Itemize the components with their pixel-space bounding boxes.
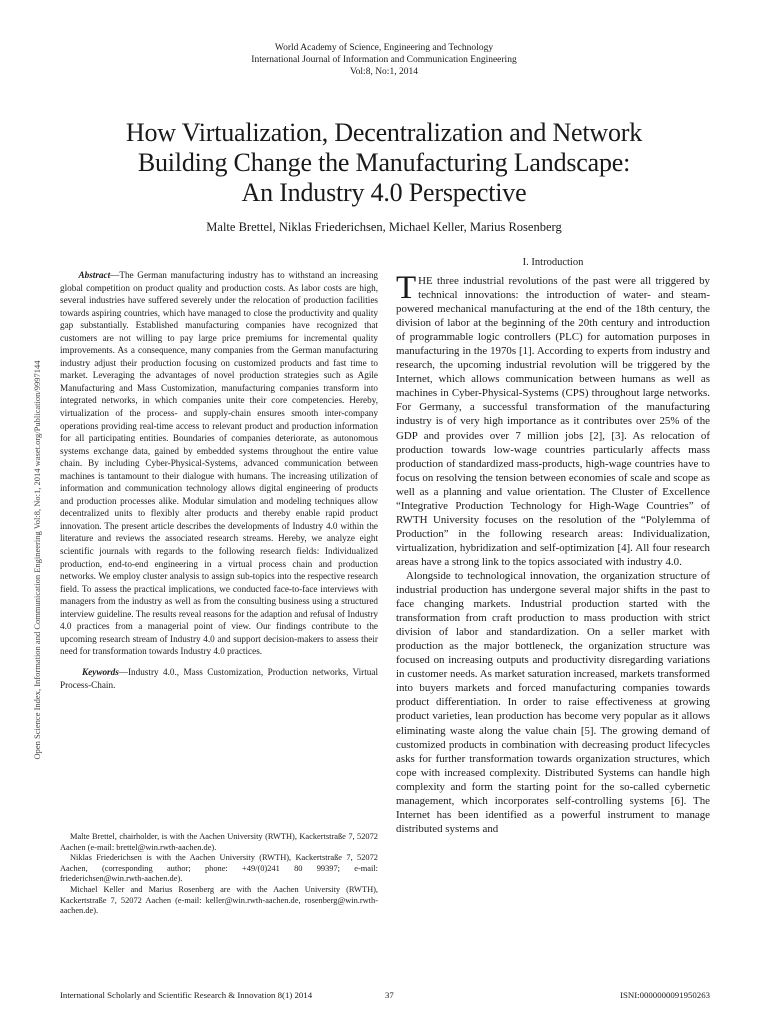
drop-cap: T [396, 270, 417, 306]
author-footnotes [60, 832, 378, 917]
footer-publisher: International Scholarly and Scientific Research & Innovation 8(1) 2014 [60, 990, 313, 1000]
title-line-3: An Industry 4.0 Perspective [241, 178, 527, 207]
footnote-item: Malte Brettel, chairholder, is with the Aachen University (RWTH), Kackertstraße 7, 52072 Aachen (e-mail: brettel@win.rwth-aachen.de). [60, 832, 378, 852]
footer-page-number: 37 [385, 990, 394, 1000]
title-line-1: How Virtualization, Decentralization and Network [125, 118, 643, 147]
right-column [396, 270, 710, 836]
keywords-dash: — [118, 666, 128, 677]
keywords-text: Industry 4.0., Mass Customization, Production networks, Virtual Process-Chain. [60, 666, 378, 690]
journal-header-line-2: International Journal of Information and Communication Engineering [251, 55, 517, 65]
section-heading-text: I. Introduction [522, 257, 584, 268]
footer-isni: ISNI:0000000091950263 [620, 990, 710, 1000]
keywords-paragraph [60, 666, 378, 691]
intro-paragraph-2: Alongside to technological innovation, the organization structure of industrial production has undergone several major shifts in the past to face changing markets. Industrial production started with the transformation from craft production to mass production with strict division of labor and standardization. On a seller market with production as the major bottleneck, the organization structure was focused on increasing outputs and productivity disregarding variations in customer needs. As market saturation increased, markets transformed into buyers markets and forced manufacturing companies towards product differentiation. In order to raise effectiveness at growing product varieties, lean production has become very popular as it allows eliminating waste along the value chain [5]. The growing demand of customized products in combination with decreasing product lifecycles asks for further transformation towards organization structures, which cope with increased complexity. Distributed Systems can handle high complexity and form the starting point for the so-called cybernetic management, which incorporates self-controlling systems [6]. The Internet has been identified as a powerful instrument to manage distributed systems and [396, 569, 710, 835]
abstract-text: The German manufacturing industry has to withstand an increasing global competition on product quality and production costs. As labor costs are high, several industries have suffered severely under the relocation of production facilities towards aspiring countries, which have managed to close the productivity and quality gap substantially. Established manufacturing companies have recognized that customers are not willing to pay large price premiums for incremental quality improvements. As a consequence, many companies from the German manufacturing industry adjust their production focusing on customized products and fast time to market. Leveraging the advantages of novel production strategies such as Agile Manufacturing and Mass Customization, manufacturing companies transform into integrated networks, in which companies unite their core competencies. Hereby, virtualization of the process- and supply-chain ensures smooth inter-company operations providing real-time access to relevant product and production information for all participating entities. Boundaries of companies deteriorate, as autonomous systems exchange data, gained by embedded systems throughout the entire value chain. By including Cyber-Physical-Systems, advanced communication between machines is tantamount to their dialogue with humans. The increasing utilization of information and communication technology allows digital engineering of products and production processes alike. Modular simulation and modeling techniques allow decentralized units to flexibly alter products and thereby enable rapid product innovation. The present article describes the developments of Industry 4.0 within the literature and reviews the associated research streams. Hereby, we analyze eight scientific journals with regards to the following research fields: Individualized production, end-to-end engineering in a virtual process chain and production networks. We employ cluster analysis to assign sub-topics into the respective research field. To assess the practical implications, we conducted face-to-face interviews with managers from the industry as well as from the consulting business using a structured interview guideline. The results reveal reasons for the adaption and refusal of Industry 4.0 practices from a managerial point of view. Our findings contribute to the upcoming research stream of Industry 4.0 and support decision-makers to assess their need for transformation towards Industry 4.0 practices. [60, 270, 379, 657]
journal-header [0, 42, 768, 78]
author-list: Malte Brettel, Niklas Friederichsen, Michael Keller, Marius Rosenberg [206, 220, 562, 234]
keywords-label: Keywords [82, 666, 119, 677]
intro-paragraph-1-text: HE three industrial revolutions of the past were all triggered by technical innovations: the introduction of water- and steam-powered mechanical manufacturing at the end of the 18th century, the division of labor at the beginning of the 20th century and introduction of programmable logic controllers (PLC) for automation purposes in manufacturing in the 1970s [1]. According to experts from industry and research, the upcoming industrial revolution will be triggered by the Internet, which allows communication between humans as well as machines in Cyber-Physical-Systems (CPS) throughout large networks. For Germany, a successful transformation of the manufacturing industry is of very high importance as it contributes over 25% of the GDP and provides over 7 million jobs [2], [3]. As relocation of production towards low-wage countries particularly affects mass production of standardized mass-products, high-wage countries have to focus on resolving the tension between economies of scale and scope as well as a planning and value orientation. The Cluster of Excellence “Integrative Production Technology for High-Wage Countries” of RWTH University focuses on the resolution of the “Polylemma of Production” in the following research areas: Individualization, virtualization, hybridization and self-optimization [4]. All four research areas have a strong link to the topics associated with industry 4.0. [396, 275, 710, 568]
intro-paragraph-1 [396, 270, 710, 569]
journal-header-line-3: Vol:8, No:1, 2014 [350, 67, 418, 77]
footnote-item: Michael Keller and Marius Rosenberg are with the Aachen University (RWTH), Kackertstraße 7, 52072 Aachen (e-mail: keller@win.rwth-aachen.de, rosenberg@win.rwth-aachen.de). [60, 884, 378, 916]
section-heading [396, 257, 710, 268]
side-margin-note [31, 320, 43, 800]
abstract-dash: — [110, 270, 120, 280]
title-line-2: Building Change the Manufacturing Landscape: [137, 148, 631, 177]
paper-title [60, 118, 708, 208]
journal-header-line-1: World Academy of Science, Engineering and Technology [274, 43, 494, 53]
footnote-item: Niklas Friederichsen is with the Aachen University (RWTH), Kackertstraße 7, 52072 Aachen, (corresponding author; phone: +49/(0)241 80 99397; e-mail: friederichsen@win.rwth-aachen.de). [60, 853, 378, 884]
side-margin-text: Open Science Index, Information and Communication Engineering Vol:8, No:1, 2014 waset.org/Publication/9997144 [32, 360, 42, 760]
abstract-label: Abstract [78, 270, 111, 280]
abstract-paragraph [60, 269, 378, 658]
left-column [60, 269, 378, 691]
